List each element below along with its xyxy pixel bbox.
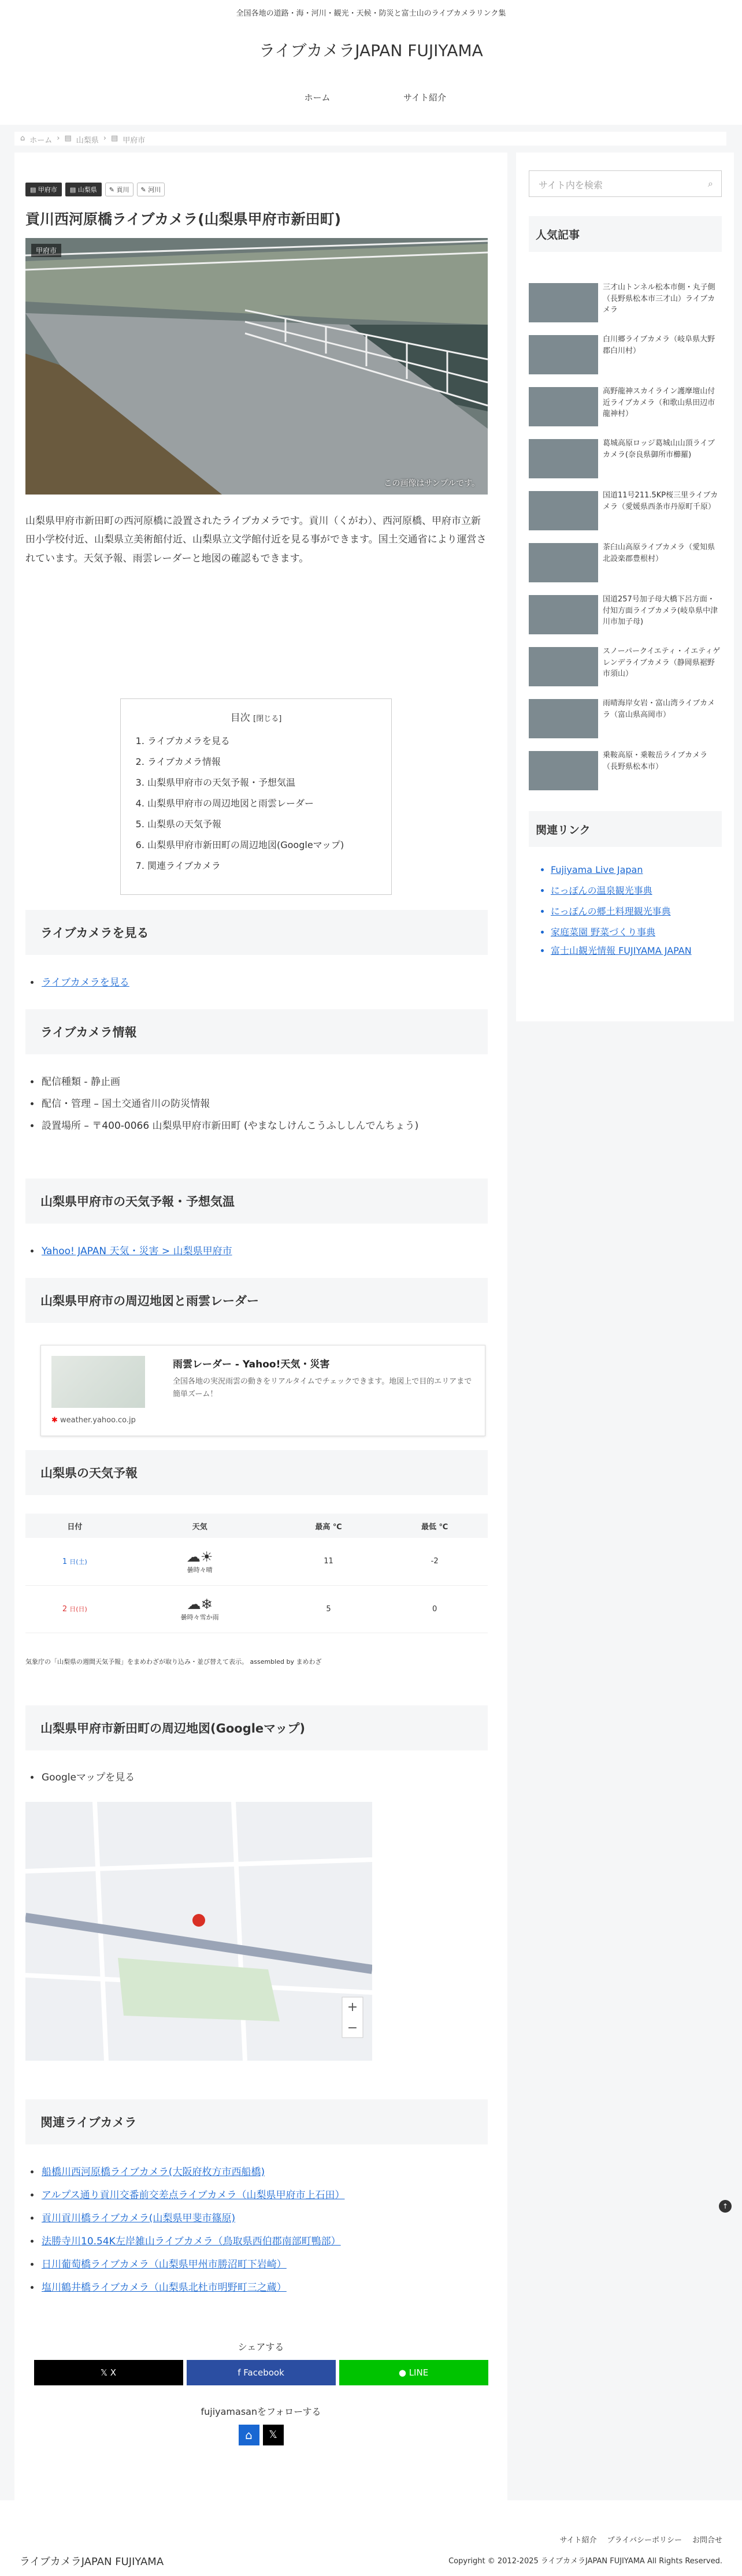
info-item: • 配信種類 - 静止画 [40,1071,480,1093]
search-icon[interactable]: ⌕ [708,178,713,189]
popular-item[interactable]: 三才山トンネル松本市側・丸子側（長野県松本市三才山）ライブカメラ [529,283,722,329]
section-heading: 山梨県甲府市新田町の周辺地図(Googleマップ) [25,1705,488,1750]
toc-item[interactable]: 5. 山梨県の天気予報 [147,814,375,835]
follow-section [14,2404,507,2445]
card-site: ✱ weather.yahoo.co.jp [51,1416,136,1425]
related-link[interactable]: 家庭菜園 野菜づくり事典 [551,927,656,938]
facebook-icon: f [238,2367,244,2378]
radar-link-card[interactable] [40,1345,485,1436]
chevron-right-icon: › [57,134,60,143]
folder-icon: ▤ [111,134,118,143]
breadcrumb-home[interactable]: ホーム [29,136,53,145]
map-illustration [25,1802,372,2061]
share-section [14,2340,507,2385]
home-icon: ⌂ [20,134,25,143]
eyecatch-image [25,238,488,495]
google-map[interactable] [25,1802,372,2061]
popular-item[interactable]: 葛城高原ロッジ葛城山山頂ライブカメラ(奈良県御所市櫛羅) [529,439,722,485]
footer-logo[interactable]: ライブカメラJAPAN FUJIYAMA [20,2556,164,2568]
site-header [0,0,742,125]
footer-nav [560,2534,722,2545]
x-icon: 𝕏 [100,2367,110,2378]
search-input[interactable]: サイト内を検索 ⌕ [529,170,722,197]
toc-item[interactable]: 6. 山梨県甲府市新田町の周辺地図(Googleマップ) [147,835,375,856]
footer-link[interactable]: サイト紹介 [559,2536,597,2545]
related-camera-link[interactable]: アルプス通り貢川交番前交差点ライブカメラ（山梨県甲府市上石田） [42,2190,345,2201]
scroll-to-top-button[interactable] [719,2200,732,2213]
toc-item[interactable]: 2. ライブカメラ情報 [147,752,375,772]
follow-title: fujiyamasanをフォローする [201,2406,321,2417]
toc-item[interactable]: 3. 山梨県甲府市の天気予報・予想気温 [147,772,375,793]
popular-heading: 人気記事 [529,216,722,252]
popular-thumbnail [529,283,598,322]
breadcrumb [14,132,726,146]
related-camera-link[interactable]: 船橋川西河原橋ライブカメラ(大阪府枚方市西船橋) [42,2166,265,2178]
camera-link-list [40,972,480,994]
column-header: 天気 [124,1514,276,1538]
tag-badge[interactable]: ✎ 貢川 [105,183,133,196]
info-item: • 配信・管理 – 国土交通省川の防災情報 [40,1093,480,1115]
arrow-up-icon: ↑ [722,2202,729,2210]
toc-item[interactable]: 4. 山梨県甲府市の周辺地図と雨雲レーダー [147,793,375,814]
section-heading: 山梨県甲府市の天気予報・予想気温 [25,1179,488,1224]
table-row: 2 日(日) ☁❄ 曇時々雪か雨 5 0 [25,1585,488,1633]
popular-thumbnail [529,387,598,426]
sample-note: この画像はサンプルです。 [384,479,480,488]
category-row [25,183,165,196]
site-footer [0,2500,742,2576]
tag-badge[interactable]: ✎ 河川 [137,183,165,196]
share-x-button[interactable]: 𝕏 X [34,2360,183,2385]
column-header: 最低 ℃ [381,1514,488,1538]
popular-item[interactable]: 国道257号加子母大橋下呂方面・付知方面ライブカメラ(岐阜県中津川市加子母) [529,595,722,641]
related-camera-link[interactable]: 塩川鶴井橋ライブカメラ（山梨県北杜市明野町三之蔵） [42,2282,287,2294]
section-heading: 関連ライブカメラ [25,2099,488,2144]
copyright: Copyright © 2012-2025 ライブカメラJAPAN FUJIYAMA All Rights Reserved. [448,2557,722,2566]
related-camera-link[interactable]: 法勝寺川10.54K左岸雑山ライブカメラ（鳥取県西伯郡南部町鴨部） [42,2236,341,2247]
category-badge[interactable]: ▤ 山梨県 [65,183,102,196]
radar-thumbnail [51,1356,145,1408]
category-badge[interactable]: ▤ 甲府市 [25,183,62,196]
popular-thumbnail [529,439,598,478]
toc-item[interactable]: 7. 関連ライブカメラ [147,856,375,876]
card-description: 全国各地の実況雨雲の動きをリアルタイムでチェックできます。地図上で目的エリアまで簡単ズーム！ [173,1377,472,1399]
popular-thumbnail [529,751,598,790]
forecast-link-list [40,1240,480,1262]
popular-item[interactable]: 国道11号211.5KP桜三里ライブカメラ（愛媛県西条市丹原町千原） [529,491,722,537]
column-header: 日付 [25,1514,124,1538]
folder-icon: ▤ [30,186,38,194]
table-row: 1 日(土) ☁☀ 曇時々晴 11 -2 [25,1538,488,1585]
related-link[interactable]: にっぽんの温泉観光事典 [551,885,652,896]
map-item: • Googleマップを見る [40,1767,480,1789]
weather-source-note: 気象庁の「山梨県の週間天気予報」をまめわざが取り込み・並び替えて表示。 assembled by まめわざ [25,1658,322,1666]
folder-icon: ▤ [69,186,78,194]
lead-text: 山梨県甲府市新田町の西河原橋に設置されたライブカメラです。貢川（くがわ）、西河原橋、甲府市立新田小学校付近、山梨県立美術館付近、山梨県立文学館付近を見る事ができます。国土交通省により運営されています。天気予報、雨雲レーダーと地図の確認もできます。 [25,515,487,564]
share-line-button[interactable]: ● LINE [339,2360,488,2385]
toc-title: 目次 [230,712,250,724]
popular-thumbnail [529,335,598,374]
eyecatch-label: 甲府市 [31,244,61,257]
site-tagline: 全国各地の道路・海・河川・観光・天候・防災と富士山のライブカメラリンク集 [236,9,506,18]
x-icon[interactable]: 𝕏 [263,2425,284,2445]
info-item: • 設置場所 – 〒400-0066 山梨県甲府市新田町 (やまなしけんこうふししんでんちょう) [40,1115,480,1137]
breadcrumb-prefecture[interactable]: 山梨県 [76,136,99,145]
weather-table [25,1514,488,1633]
camera-info-list [40,1071,480,1137]
line-icon: ● [398,2367,409,2378]
nav-about[interactable]: サイト紹介 [403,92,446,103]
breadcrumb-city[interactable]: 甲府市 [123,136,146,145]
popular-thumbnail [529,543,598,582]
related-camera-link[interactable]: 貢川貢川橋ライブカメラ(山梨県甲斐市篠原) [42,2213,236,2224]
sidebar [516,153,734,1021]
favicon-icon: ✱ [51,1416,61,1425]
related-link[interactable]: Fujiyama Live Japan [551,864,643,875]
global-nav [0,91,742,103]
map-list [40,1767,480,1789]
related-camera-list [40,2161,480,2299]
home-icon[interactable]: ⌂ [239,2425,259,2445]
popular-item[interactable]: 白川郷ライブカメラ（岐阜県大野郡白川村） [529,335,722,381]
table-of-contents [120,698,392,895]
section-heading: ライブカメラ情報 [25,1009,488,1054]
tag-icon: ✎ [109,186,117,194]
article [14,153,507,2500]
related-link[interactable]: 富士山観光情報 FUJIYAMA JAPAN [551,945,692,956]
tag-icon: ✎ [140,186,149,194]
links-heading: 関連リンク [529,811,722,847]
folder-icon: ▤ [64,134,72,143]
toc-toggle[interactable]: [閉じる] [253,715,282,723]
section-heading: 山梨県の天気予報 [25,1450,488,1495]
related-links-list [540,860,724,959]
svg-text:−: − [347,2021,358,2035]
share-facebook-button[interactable]: f Facebook [187,2360,336,2385]
section-heading: ライブカメラを見る [25,910,488,955]
river-camera-illustration [25,238,488,495]
share-title: シェアする [238,2341,284,2352]
popular-item[interactable]: 茶臼山高原ライブカメラ（愛知県北設楽郡豊根村） [529,543,722,589]
cloudy-snow-icon: ☁❄ [187,1596,213,1612]
view-camera-link[interactable]: ライブカメラを見る [42,977,129,988]
popular-item[interactable]: 雨晴海岸女岩・富山湾ライブカメラ（富山県高岡市） [529,699,722,745]
svg-text:+: + [347,2000,358,2014]
footer-link[interactable]: お問合せ [692,2536,722,2545]
entry-title: 貢川西河原橋ライブカメラ(山梨県甲府市新田町) [25,211,342,228]
related-link[interactable]: にっぽんの郷土料理観光事典 [551,906,671,917]
yahoo-weather-link[interactable]: Yahoo! JAPAN 天気・災害 > 山梨県甲府市 [42,1246,232,1257]
nav-home[interactable]: ホーム [304,92,331,103]
popular-item[interactable]: 乗鞍高原・乗鞍岳ライブカメラ（長野県松本市） [529,751,722,797]
popular-thumbnail [529,699,598,738]
toc-item[interactable]: 1. ライブカメラを見る [147,731,375,752]
popular-item[interactable]: 高野龍神スカイライン護摩壇山付近ライブカメラ（和歌山県田辺市龍神村） [529,387,722,433]
section-heading: 山梨県甲府市の周辺地図と雨雲レーダー [25,1278,488,1323]
popular-thumbnail [529,647,598,686]
card-title: 雨雲レーダー - Yahoo!天気・災害 [173,1359,330,1370]
popular-thumbnail [529,491,598,530]
popular-thumbnail [529,595,598,634]
footer-link[interactable]: プライバシーポリシー [607,2536,682,2545]
column-header: 最高 ℃ [276,1514,382,1538]
site-title[interactable]: ライブカメラJAPAN FUJIYAMA [259,41,483,60]
cloudy-sunny-icon: ☁☀ [186,1548,213,1565]
popular-item[interactable]: スノーパークイエティ・イエティゲレンデライブカメラ（静岡県裾野市須山） [529,647,722,693]
chevron-right-icon: › [103,134,106,143]
related-camera-link[interactable]: 日川葡萄橋ライブカメラ（山梨県甲州市勝沼町下岩崎） [42,2259,287,2270]
